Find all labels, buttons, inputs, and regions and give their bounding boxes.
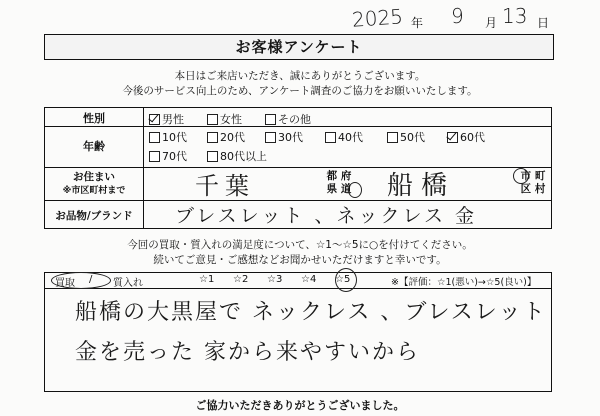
age-option-70s[interactable]: 70代 <box>149 148 187 164</box>
rating-scale-note: ※【評価：☆1(悪い)→☆5(良い)】 <box>391 277 537 288</box>
age-option-60s[interactable]: 60代 <box>447 129 485 145</box>
selection-circle <box>335 268 357 292</box>
checkbox-icon[interactable] <box>207 132 218 143</box>
intro-line-1: 本日はご来店いただき、誠にありがとうございます。 <box>174 70 426 82</box>
satisfaction-intro-1: 今回の買取・質入れの満足度について、☆1〜☆5に○を付けてください。 <box>127 239 473 251</box>
star-3[interactable]: ☆3 <box>267 274 283 285</box>
checkbox-icon[interactable] <box>387 132 398 143</box>
date-year: 2025 <box>351 4 404 32</box>
star-5[interactable]: ☆5 <box>335 274 351 285</box>
prefecture-value[interactable]: 千葉 <box>195 172 255 200</box>
items-value[interactable]: ブレスレット 、ネックレス 金 <box>175 205 477 227</box>
date-year-label: 年 <box>411 16 424 30</box>
date-month-label: 月 <box>485 16 498 30</box>
checkbox-icon[interactable] <box>207 114 218 125</box>
date-day: 13 <box>502 4 528 28</box>
satisfaction-intro-2: 続いてご意見・ご感想などお聞かせいただけますと幸いです。 <box>153 254 447 266</box>
checkbox-icon[interactable] <box>207 151 218 162</box>
survey-form-table <box>44 107 552 229</box>
items-label: お品物/ブランド <box>55 210 133 222</box>
age-option-80s-plus[interactable]: 80代以上 <box>207 148 267 164</box>
city-value[interactable]: 船橋 <box>387 171 456 201</box>
age-option-50s[interactable]: 50代 <box>387 129 425 145</box>
gender-option-female[interactable]: 女性 <box>207 111 242 127</box>
star-4[interactable]: ☆4 <box>301 274 317 285</box>
city-suffix: 市 町 区 村 <box>520 170 546 195</box>
address-label: お住まい <box>73 171 115 183</box>
rating-section <box>44 272 552 392</box>
age-option-20s[interactable]: 20代 <box>207 129 245 145</box>
checkbox-checked-icon[interactable] <box>447 132 458 143</box>
checkbox-checked-icon[interactable] <box>149 114 160 125</box>
selection-circle <box>51 272 111 289</box>
city-suffix-circle <box>513 168 529 184</box>
address-sublabel: ※市区町村まで <box>62 186 126 196</box>
gender-option-male[interactable]: 男性 <box>149 111 184 127</box>
age-label: 年齢 <box>83 140 105 153</box>
intro-line-2: 今後のサービス向上のため、アンケート調査のご協力をお願いいたします。 <box>122 85 478 97</box>
row-divider <box>45 167 551 168</box>
gender-label: 性別 <box>83 112 105 125</box>
age-option-40s[interactable]: 40代 <box>325 129 363 145</box>
age-option-30s[interactable]: 30代 <box>265 129 303 145</box>
checkbox-icon[interactable] <box>149 132 160 143</box>
type-kaitori[interactable]: 買取 <box>55 278 75 289</box>
thank-you-footer: ご協力いただきありがとうございました。 <box>195 399 405 412</box>
date-month: 9 <box>451 4 464 28</box>
checkbox-icon[interactable] <box>265 132 276 143</box>
type-separator: / <box>89 274 93 285</box>
gender-option-other[interactable]: その他 <box>265 111 311 127</box>
star-1[interactable]: ☆1 <box>199 274 215 285</box>
star-2[interactable]: ☆2 <box>233 274 249 285</box>
checkbox-icon[interactable] <box>265 114 276 125</box>
comment-line-2[interactable]: 金を売った 家から来やすいから <box>75 340 420 365</box>
checkbox-icon[interactable] <box>325 132 336 143</box>
age-option-10s[interactable]: 10代 <box>149 129 187 145</box>
comment-line-1[interactable]: 船橋の大黒屋で ネックレス 、ブレスレット <box>75 300 547 325</box>
type-shichiire[interactable]: 質入れ <box>113 278 143 289</box>
survey-title: お客様アンケート <box>44 34 554 60</box>
prefecture-suffix: 都 府 県 道 <box>326 170 352 195</box>
date-day-label: 日 <box>537 16 550 30</box>
checkbox-icon[interactable] <box>149 151 160 162</box>
prefecture-suffix-circle <box>348 182 362 198</box>
